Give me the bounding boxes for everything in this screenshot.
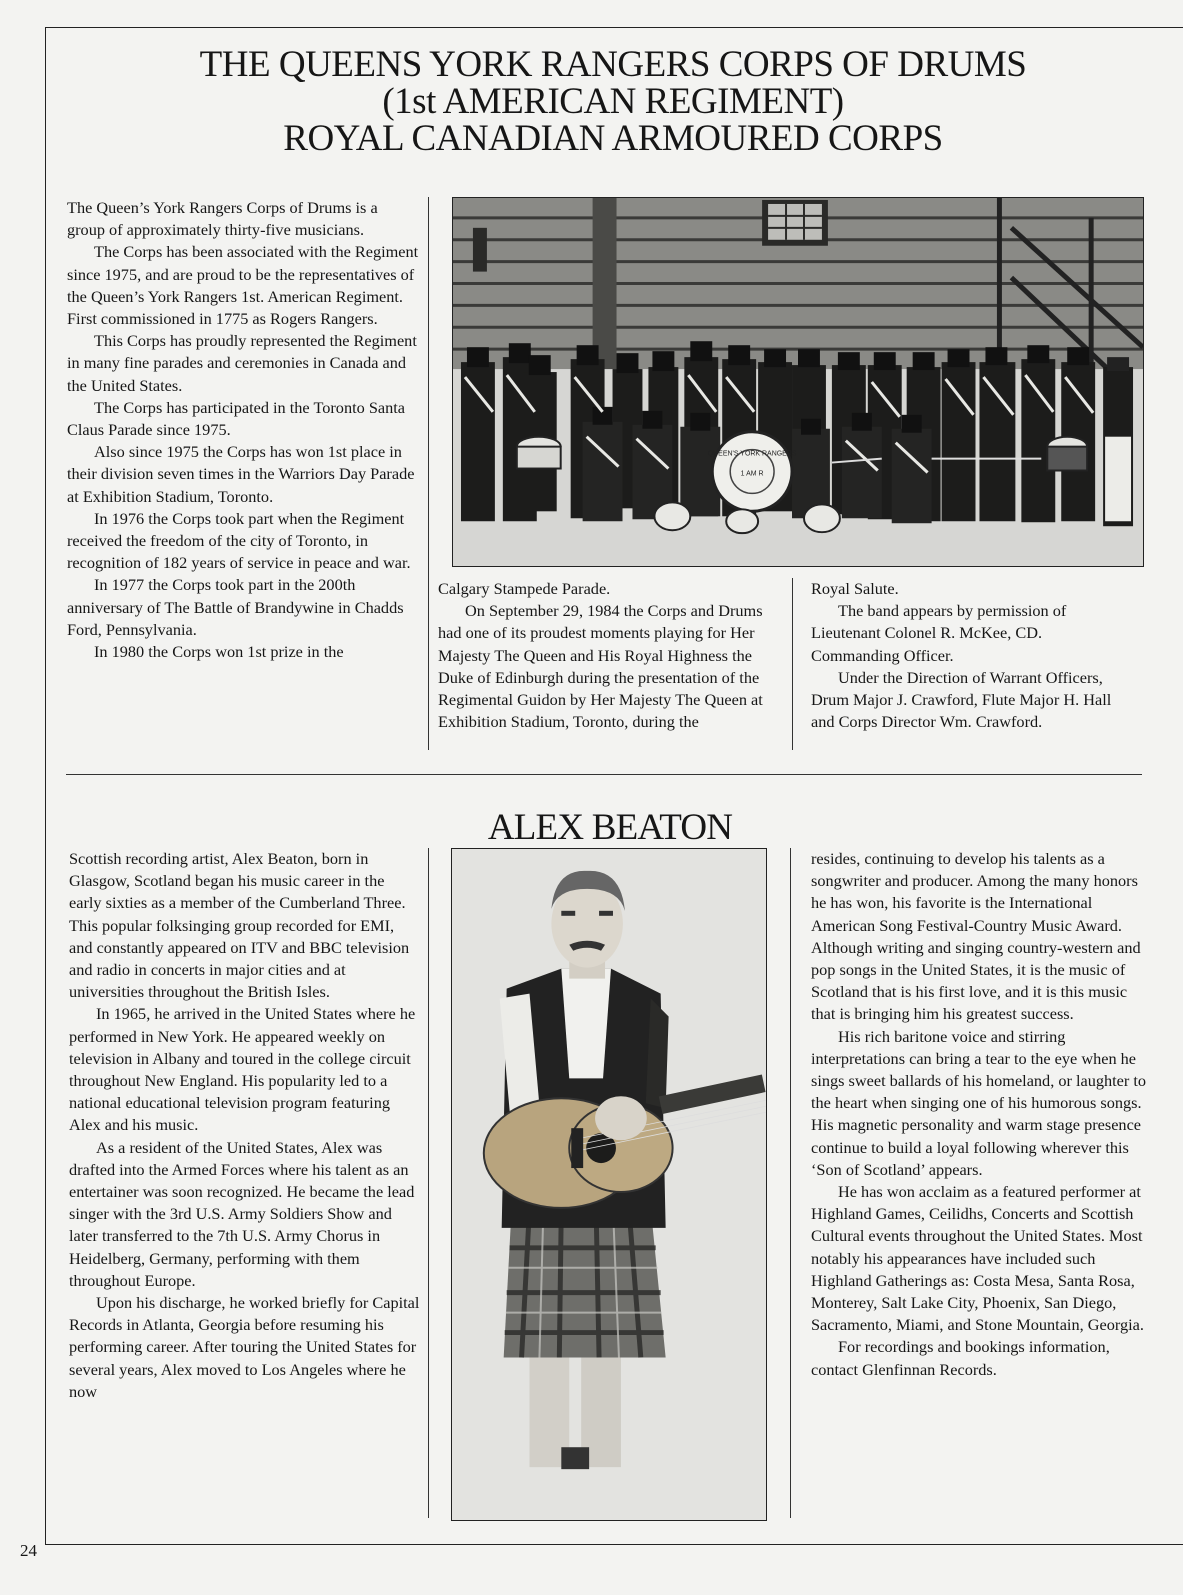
- section-heading: ALEX BEATON: [487, 807, 733, 848]
- paragraph: The Corps has been associated with the Regiment since 1975, and are proud to be the representatives of the Queen’s York Rangers 1st. American Regiment. First commissioned in 1775 as Rogers Rangers.: [67, 242, 419, 329]
- paragraph: This Corps has proudly represented the Regiment in many fine parades and ceremonies in Canada and the United States.: [67, 331, 417, 395]
- page-title: [48, 46, 1178, 157]
- page-number: 24: [20, 1541, 37, 1560]
- paragraph: In 1980 the Corps won 1st prize in the: [94, 642, 344, 662]
- alex-beaton-photo-image: [452, 849, 766, 1520]
- paragraph: resides, continuing to develop his talents as a songwriter and producer. Among the many honors he has won, his favorite is the International American Song Festival-Country Music Award. Although writing and singing country-western and pop songs in the United States, it is the music of Scotland that is his first love, and it is this music that is bringing him his greatest success.: [811, 849, 1141, 1024]
- paragraph: On September 29, 1984 the Corps and Drums had one of its proudest moments playing for Her Majesty The Queen and His Royal Highness the Duke of Edinburgh during the presentation of the Regimental Guidon by Her Majesty The Queen at Exhibition Stadium, Toronto, during the: [438, 601, 763, 732]
- paragraph: The Corps has participated in the Toronto Santa Claus Parade since 1975.: [67, 397, 405, 440]
- title-line-3: ROYAL CANADIAN ARMOURED CORPS: [283, 118, 943, 159]
- corps-column-1: [67, 197, 419, 663]
- alex-beaton-photo: [451, 848, 767, 1521]
- paragraph: The Queen’s York Rangers Corps of Drums is a group of approximately thirty-five musicians.: [67, 198, 378, 240]
- drum-center-lettering: 1 AM R: [740, 470, 764, 478]
- paragraph: Royal Salute.: [811, 579, 899, 598]
- title-line-1: THE QUEENS YORK RANGERS CORPS OF DRUMS: [199, 44, 1027, 85]
- paragraph: As a resident of the United States, Alex was drafted into the Armed Forces where his talent as an entertainer was soon recognized. He became the lead singer with the 3rd U.S. Army Soldiers Show and later transferred to the 7th U.S. Army Chorus in Heidelberg, Germany, performing with them throughout Europe.: [69, 1137, 415, 1290]
- paragraph: In 1976 the Corps took part when the Regiment received the freedom of the city of Toronto, in recognition of 182 years of service in peace and war.: [67, 508, 411, 573]
- column-rule: [428, 197, 429, 750]
- corps-band-photo-image: [453, 198, 1143, 566]
- paragraph: Under the Direction of Warrant Officers, Drum Major J. Crawford, Flute Major H. Hall and Corps Director Wm. Crawford.: [811, 667, 1112, 732]
- paragraph: Also since 1975 the Corps has won 1st place in their division seven times in the Warriors Day Parade at Exhibition Stadium, Toronto.: [67, 442, 415, 506]
- paragraph: In 1977 the Corps took part in the 200th anniversary of The Battle of Brandywine in Chadds Ford, Pennsylvania.: [67, 575, 404, 639]
- corps-band-photo: [452, 197, 1144, 567]
- column-rule: [428, 848, 429, 1518]
- section-divider: [66, 774, 1142, 775]
- paragraph: For recordings and bookings information, contact Glenfinnan Records.: [811, 1337, 1110, 1379]
- title-line-2: (1st AMERICAN REGIMENT): [382, 81, 844, 122]
- corps-column-2: [438, 578, 783, 733]
- beaton-column-3: [811, 848, 1149, 1381]
- paragraph: Upon his discharge, he worked briefly for Capital Records in Atlanta, Georgia before resuming his performing career. After touring the United States for several years, Alex moved to Los Angeles where he now: [69, 1293, 420, 1401]
- beaton-column-1: [69, 848, 421, 1403]
- paragraph: He has won acclaim as a featured performer at Highland Games, Ceilidhs, Concerts and Scottish Cultural events throughout the United States. Most notably his appearances have included such Highland Gatherings as: Costa Mesa, Santa Rosa, Monterey, Salt Lake City, Phoenix, San Diego, Sacramento, Miami, and Stone Mountain, Georgia.: [811, 1182, 1144, 1335]
- column-rule: [792, 578, 793, 750]
- paragraph: Scottish recording artist, Alex Beaton, born in Glasgow, Scotland began his music career in the early sixties as a member of the Cumberland Three. This popular folksinging group recorded for EMI, and constantly appeared on ITV and BBC television and radio in concerts in major cities and at universities throughout the British Isles.: [69, 849, 410, 1002]
- paragraph: In 1965, he arrived in the United States where he performed in New York. He appeared weekly on television in Albany and toured in the college circuit throughout New England. His popularity led to a national educational television program featuring Alex and his music.: [69, 1004, 416, 1135]
- column-rule: [790, 848, 791, 1518]
- paragraph: The band appears by permission of Lieutenant Colonel R. McKee, CD. Commanding Officer.: [811, 601, 1067, 665]
- paragraph: Calgary Stampede Parade.: [438, 579, 611, 598]
- paragraph: His rich baritone voice and stirring interpretations can bring a tear to the eye when he sings sweet ballards of his homeland, or laughter to the heart when singing one of his humorous songs. His magnetic personality and warm stage presence continue to build a loyal following wherever this ‘Son of Scotland’ appears.: [811, 1026, 1147, 1179]
- drum-lettering: QUEEN'S YORK RANGERS: [707, 450, 797, 458]
- corps-column-3: [811, 578, 1131, 733]
